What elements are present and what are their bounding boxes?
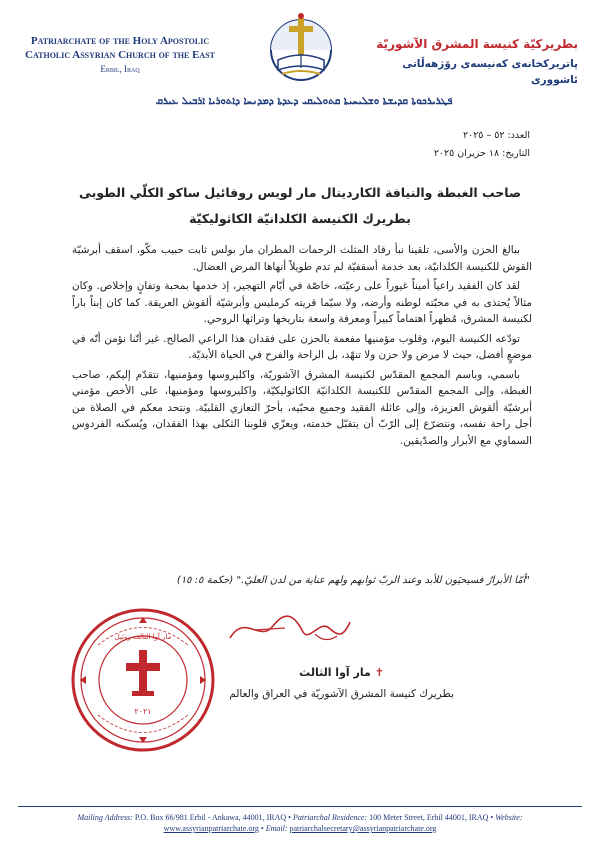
recipient-line2: بطريرك الكنيسة الكلدانيّة الكاثوليكيّة: [189, 211, 411, 226]
patriarchate-emblem-icon: [258, 10, 344, 86]
seal-year: ٢٠٢١: [134, 707, 152, 716]
footer-contact: Mailing Address: P.O. Box 66/981 Erbil - Ankawa, 44001, IRAQ • Patriarchal Residence: 100 Meter Street, Erbil 44001, IRAQ • Website: www.assyrianpatriarchate.org • Email: patriarchalsecretary@assyrianpatriarchate.org: [77, 813, 523, 833]
header-english-line1: Patriarchate of the Holy Apostolic: [30, 35, 210, 47]
scripture-quote: "أمّا الأبرارُ فسيحيَون للأبد وعند الربّ ثوابهم ولهم عناية من لدن العليّ." (حكمة ٥: ١٥): [176, 575, 530, 586]
letter-number: العدد: ٥٢ – ٢٠٢٥: [463, 130, 530, 141]
signatory-role: بطريرك كنيسة المشرق الآشوريّة في العراق والعالم: [229, 688, 454, 700]
letter-body: [72, 242, 532, 452]
header-english-line2: Catholic Assyrian Church of the East: [25, 49, 215, 61]
letter-date: التاريخ: ١٨ حزيران ٢٠٢٥: [433, 148, 530, 159]
residence-label: Patriarchal Residence:: [292, 813, 368, 822]
recipient-line1: صاحب الغبطة والنيافة الكاردينال مار لويس روفائيل ساكو الكلّي الطوبى: [78, 185, 522, 200]
body-paragraph: باسمي، وباسم المجمع المقدّس لكنيسة المشرق الآشوريّة، واكليروسها ومؤمنيها، نتقدّم إليكم، صاحب الغبطة، وإلى المجمع المقدّس للكنيسة الكلدانيّة الكاثوليكيّة، واكليروسها ومؤمنيها، على الأخص مؤمني أبرشيّة ألقوش العزيزة، وإلى عائلة الفقيد وجميع محبّيه، بأحرّ التعازي القلبيّة. ونتحد معكم في الصلاة من أجل راحة نفسه، ونتضرّع إلى الرّبّ أن يتقبّل خدمته، ويعزّي قلوبنا الثكلى بهذا الفقدان، ويُسكنه الفردوس السماوي مع الأبرار والصدّيقين.: [72, 368, 532, 447]
header-arabic: [373, 36, 578, 88]
footer-divider: [18, 806, 582, 807]
header-english: [20, 34, 220, 76]
header-english-city: Erbil, Iraq: [100, 64, 140, 74]
cross-icon: ✝: [374, 666, 384, 679]
mailing-address: P.O. Box 66/981 Erbil - Ankawa, 44001, IRAQ: [134, 813, 287, 822]
letter-meta: [434, 127, 530, 163]
body-paragraph: لقد كان الفقيد راعياً أميناً غيوراً على رعيّته، خاصّة في أيّام التهجير، إذ خدمها بمحبة وتفانٍ وإخلاص. وكان مثالاً يُحتذى به في محبّته لوطنه وأرضه، ولا سيّما قريته كرمليس وأبرشيّة ألقوش العريقة. كما كان إبناً باراً لكنيسة المشرق، مُظهراً اهتماماً كبيراً ومعرفة واسعة بتاريخها وتراثها الروحي.: [72, 280, 532, 325]
patriarchal-seal-icon: [68, 605, 218, 755]
header-arabic-name: بطريركيّة كنيسة المشرق الآشوريّة: [376, 37, 578, 51]
body-paragraph: ببالغ الحزن والأسى، تلقينا نبأ رقاد المثلث الرحمات المطران مار بولس ثابت حبيب مكّو، اسقف أبرشيّة القوش للكنيسة الكلدانيّة، بعد خدمة أسقفيّة لم تدم طويلاً أنهاها المرض العضال.: [72, 244, 532, 273]
email-link[interactable]: patriarchalsecretary@assyrianpatriarchate.org: [289, 824, 437, 833]
letter-recipient: [60, 180, 540, 232]
header-syriac-line: ܦܛܪܝܪܟܘܬܐ ܩܕܝܫܬܐ ܘܫܠܝܚܝܬܐ ܩܬܘܠܝܩܝ ܕܥܕܬܐ ܕܡܕܢܚܐ ܕܐܬܘܪܝܐ ܐܪܒܝܠ ܥܝܪܩ: [155, 96, 453, 107]
body-paragraph: تودّعه الكنيسة اليوم، وقلوب مؤمنيها مفعمة بالحزن على فقدان هذا الراعي الصالح. غير أنّنا نؤمن أنّه في موضعٍ أفضل، حيث لا مرض ولا حزن ولا تنهّد، بل الراحة والفرح في الحياة الأبديّة.: [72, 332, 532, 361]
email-label: Email:: [265, 824, 288, 833]
website-label: Website:: [495, 813, 523, 822]
header-kurdish-name: پاتريرکخانەی کەنيسەی رۆژهەڵاتی ئاشووری: [402, 58, 578, 86]
residence-address: 100 Meter Street, Erbil 44001, IRAQ: [369, 813, 489, 822]
signatory-name-text: مار آوا الثالث: [299, 666, 371, 679]
handwritten-signature-icon: [225, 608, 355, 648]
website-link[interactable]: www.assyrianpatriarchate.org: [163, 824, 259, 833]
seal-name: مار آوا الثالث روئيل: [114, 633, 172, 641]
signatory-name: [299, 666, 384, 679]
mailing-label: Mailing Address:: [77, 813, 133, 822]
